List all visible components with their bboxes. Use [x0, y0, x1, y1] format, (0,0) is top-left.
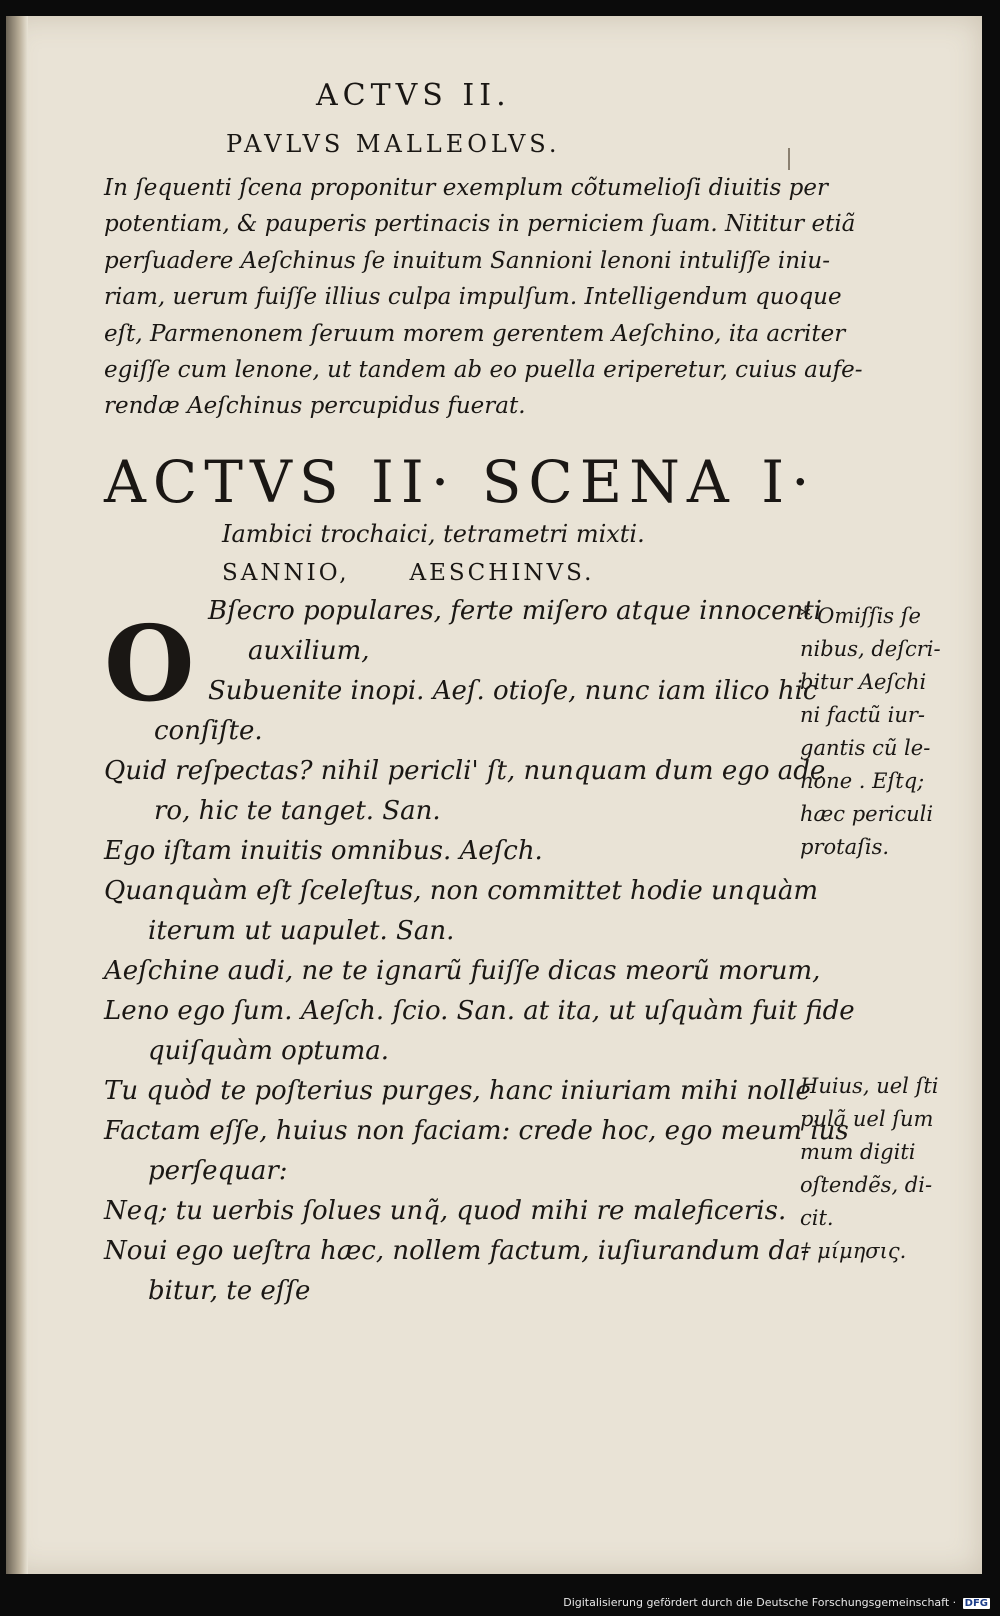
marginal-note-line: protaſis.	[800, 835, 890, 859]
speakers-line	[222, 560, 594, 586]
marginal-note-line: none . Eſtq;	[800, 769, 925, 793]
verse-line: Bſecro populares, ferte miſero atque innocenti	[208, 596, 822, 626]
verse-line: Neq; tu uerbis ſolues unq̃, quod mihi re maleficeris.	[104, 1196, 787, 1226]
verse-line: auxilium,	[248, 636, 370, 666]
marginal-note-line: Huius, uel ſti	[800, 1074, 939, 1098]
verse-line: Factam eſſe, huius non faciam: crede hoc, ego meum ius	[104, 1116, 849, 1146]
scene-heading: ACTVS II· SCENA I·	[104, 448, 817, 516]
argument-line: potentiam, & pauperis pertinacis in perniciem ſuam. Nititur etiã	[104, 211, 856, 238]
verse-line: perſequar:	[148, 1156, 288, 1186]
argument-line: perſuadere Aeſchinus ſe inuitum Sannioni lenoni intuliſſe iniu-	[104, 247, 830, 274]
marginal-note-line: * Omiſſis ſe	[800, 604, 921, 628]
argument-paragraph	[104, 170, 863, 425]
drop-cap: O	[104, 602, 195, 725]
verse-line: Tu quòd te poſterius purges, hanc iniuriam mihi nolle	[104, 1076, 811, 1106]
running-head: ACTVS II.	[316, 78, 511, 113]
verse-line: Noui ego ueſtra hæc, nollem factum, iuſiurandum da-	[104, 1236, 810, 1266]
dfg-logo: DFG	[964, 1598, 988, 1609]
verse-line: quiſquàm optuma.	[148, 1036, 390, 1066]
argument-line: In ſequenti ſcena proponitur exemplum cõtumelioſi diuitis per	[104, 175, 828, 201]
meter-line: Iambici trochaici, tetrametri mixti.	[222, 520, 645, 548]
marginal-note-line: pulã uel ſum	[800, 1107, 934, 1131]
verse-line: ro, hic te tanget. San.	[154, 796, 441, 826]
marginal-note-line: nibus, deſcri-	[800, 637, 941, 661]
digitization-credit: Digitalisierung gefördert durch die Deutsche Forschungsgemeinschaft · DFG	[563, 1596, 988, 1609]
marginal-note-line: mum digiti	[800, 1140, 916, 1164]
verse-line: iterum ut uapulet. San.	[148, 916, 455, 946]
verse-line: Quid reſpectas? nihil pericli' ſt, nunquam dum ego ade	[104, 756, 826, 786]
marginal-note-line: bitur Aeſchi	[800, 670, 927, 694]
marginal-note-line: oſtendẽs, di-	[800, 1173, 933, 1197]
verse-line: Aeſchine audi, ne te ignarũ fuiſſe dicas meorũ morum,	[104, 956, 821, 986]
argument-line: riam, uerum fuiſſe illius culpa impulſum. Intelligendum quoque	[104, 284, 842, 311]
marginal-note-line: hæc periculi	[800, 802, 934, 826]
argument-line: egiſſe cum lenone, ut tandem ab eo puella eriperetur, cuius aufe-	[104, 357, 863, 384]
author-line: PAVLVS MALLEOLVS.	[226, 130, 561, 158]
marginal-note-line: cit.	[800, 1206, 834, 1230]
marginal-note-line: † μίμησις.	[800, 1239, 907, 1263]
credit-text: Digitalisierung gefördert durch die Deutsche Forschungsgemeinschaft	[563, 1596, 950, 1609]
verse-line: Leno ego ſum. Aeſch. ſcio. San. at ita, ut uſquàm fuit fide	[104, 996, 855, 1026]
verse-line: Quanquàm eſt ſceleſtus, non committet hodie unquàm	[104, 876, 819, 906]
argument-line: eſt, Parmenonem ſeruum morem gerentem Aeſchino, ita acriter	[104, 320, 846, 347]
verse-line: bitur, te eſſe	[148, 1276, 311, 1306]
marginal-note-line: gantis cũ le-	[800, 736, 931, 760]
verse-line: Subuenite inopi. Aeſ. otioſe, nunc iam ilico hic	[208, 676, 818, 706]
margin-mark	[788, 148, 790, 170]
marginal-note-line: ni factũ iur-	[800, 703, 925, 727]
speaker-sannio: SANNIO,	[222, 560, 350, 586]
verse-line: Ego iſtam inuitis omnibus. Aeſch.	[104, 836, 543, 866]
verse-line: conſiſte.	[154, 716, 263, 746]
speaker-aeschinus: AESCHINVS.	[409, 560, 595, 586]
page-gutter	[6, 16, 28, 1574]
argument-line: rendæ Aeſchinus percupidus fuerat.	[104, 393, 526, 420]
